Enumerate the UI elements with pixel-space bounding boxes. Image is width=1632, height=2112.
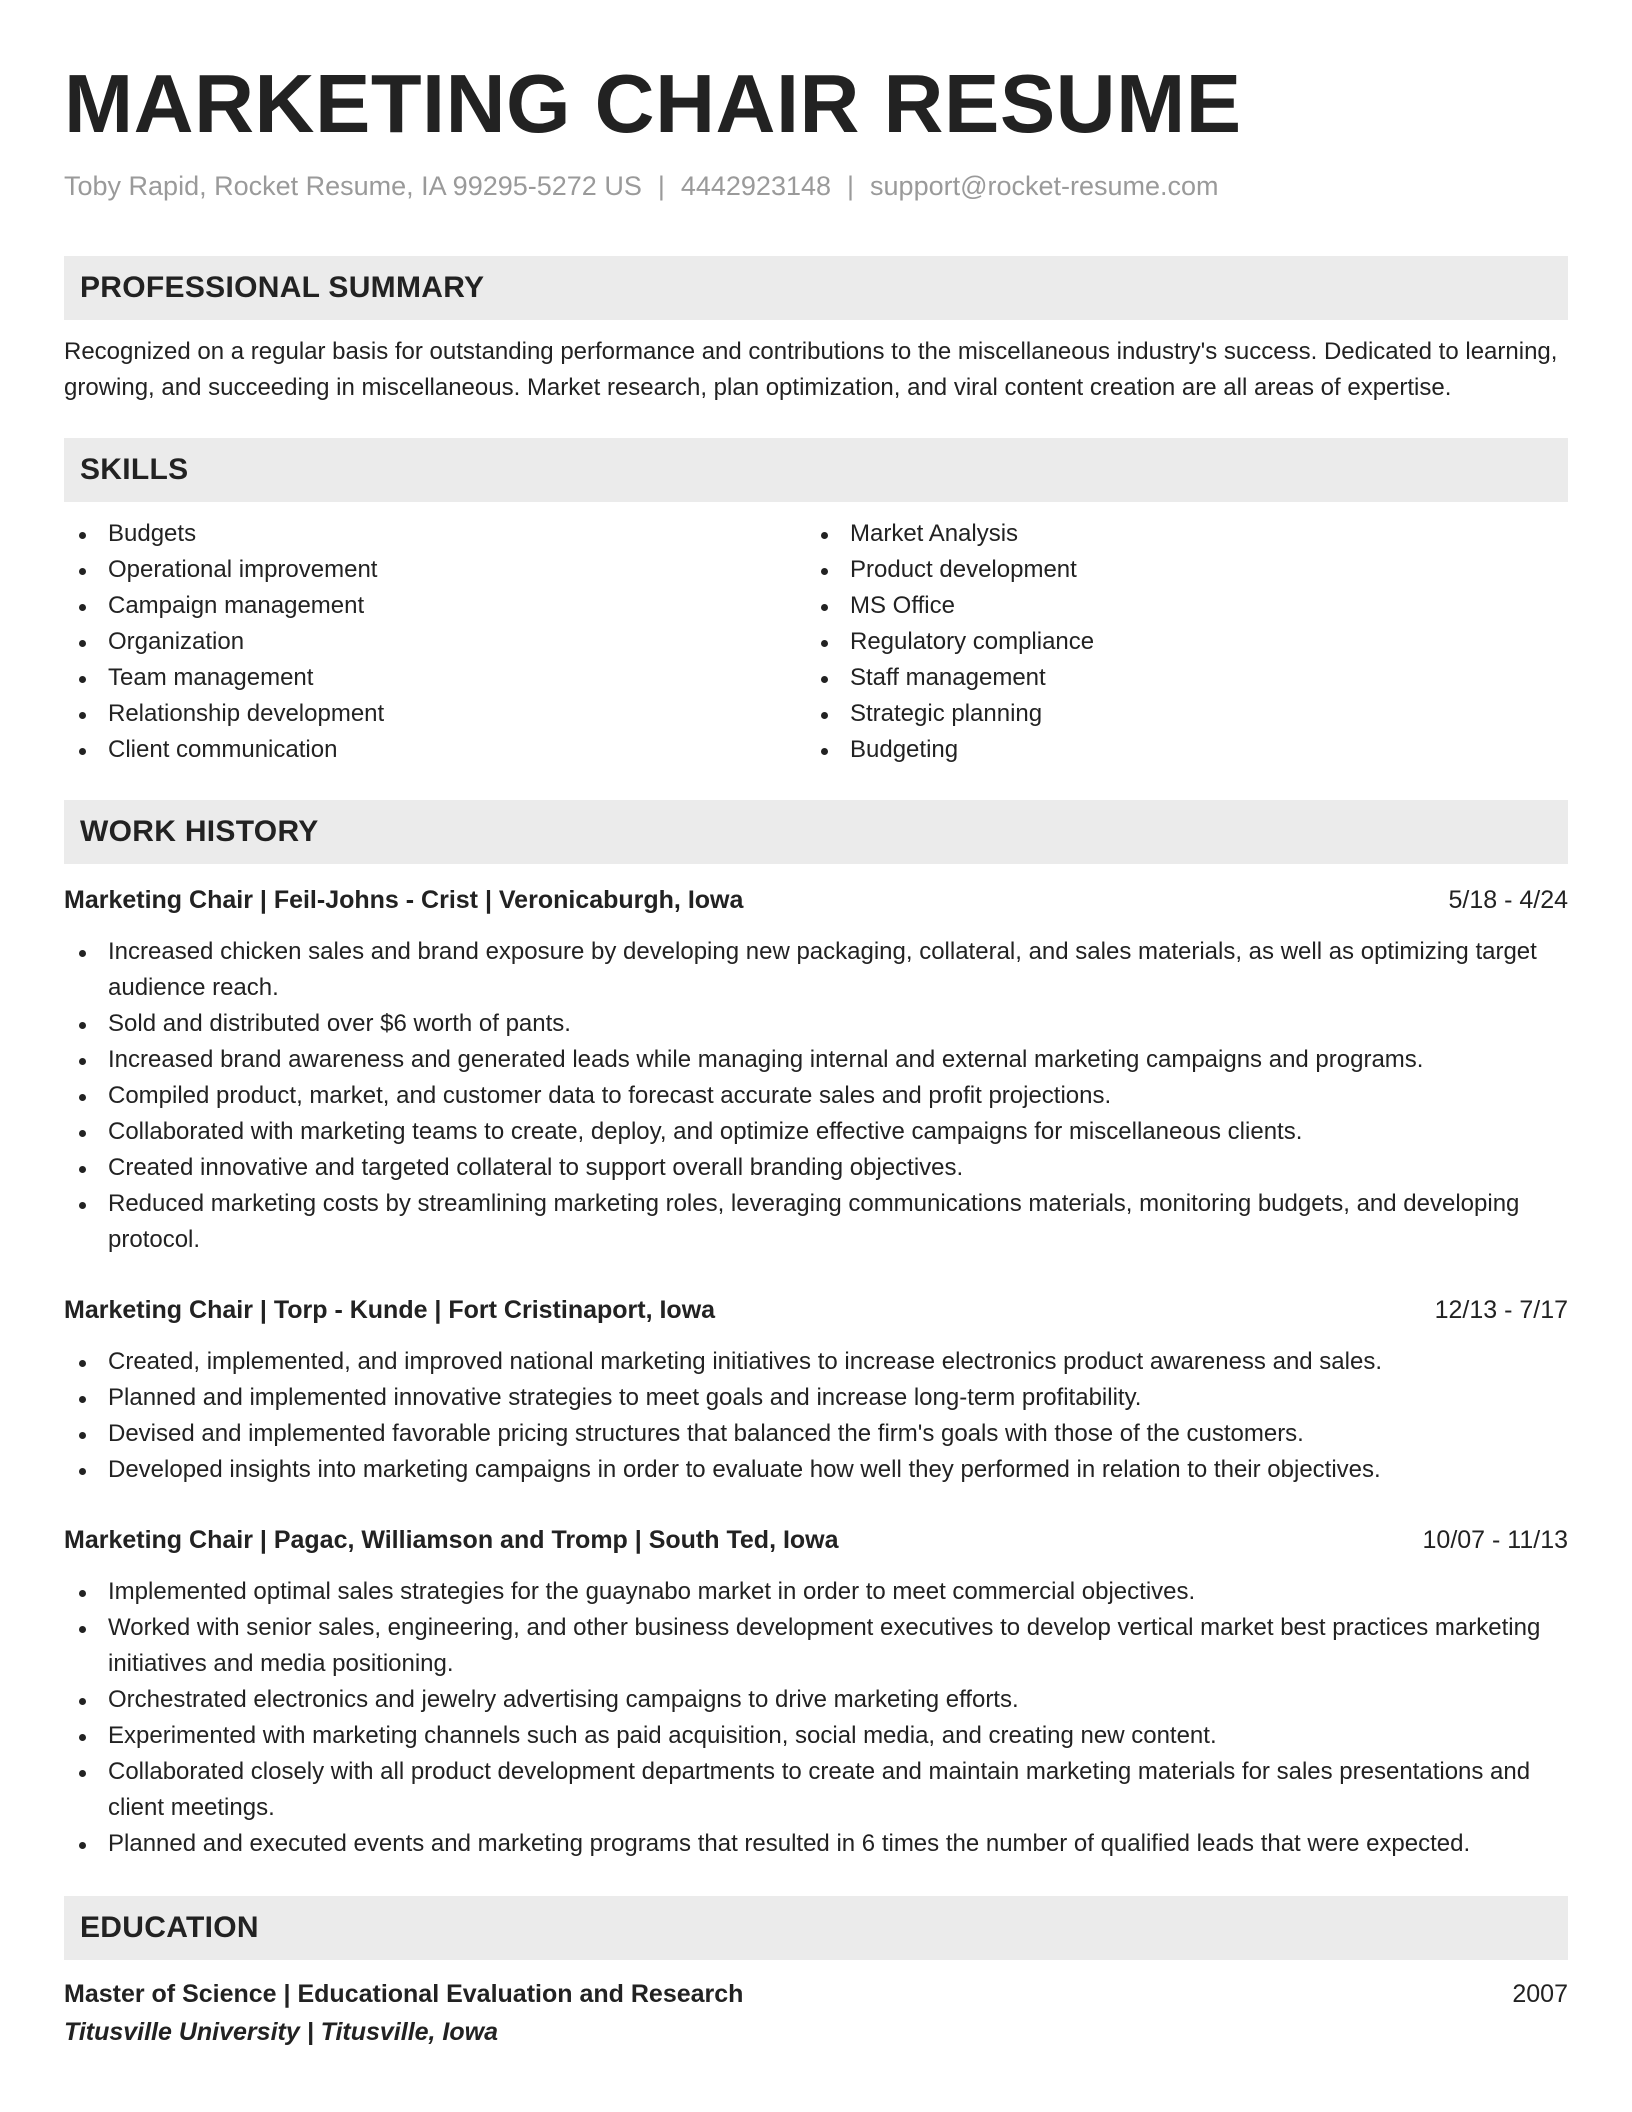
job-bullet: Collaborated closely with all product development departments to create and maintain marketing materials for sales presentations and client meetings. bbox=[64, 1754, 1568, 1826]
job-bullet: Created innovative and targeted collateral to support overall branding objectives. bbox=[64, 1150, 1568, 1186]
job-bullet: Collaborated with marketing teams to create, deploy, and optimize effective campaigns for miscellaneous clients. bbox=[64, 1114, 1568, 1150]
job-bullet: Increased brand awareness and generated leads while managing internal and external marketing campaigns and programs. bbox=[64, 1042, 1568, 1078]
job-entry bbox=[64, 1292, 1568, 1488]
skill-item: Budgets bbox=[64, 516, 806, 552]
summary-text: Recognized on a regular basis for outstanding performance and contributions to the miscellaneous industry's success. Dedicated to learning, growing, and succeeding in miscellaneous. Market research, plan optimization, and viral content creation are all areas of expertise. bbox=[64, 338, 1558, 401]
job-dates: 12/13 - 7/17 bbox=[1434, 1296, 1568, 1324]
skill-item: Strategic planning bbox=[806, 696, 1548, 732]
skill-item: MS Office bbox=[806, 588, 1548, 624]
contact-line bbox=[64, 168, 1568, 204]
job-title: Marketing Chair | Torp - Kunde | Fort Cristinaport, Iowa bbox=[64, 1296, 716, 1324]
job-dates: 5/18 - 4/24 bbox=[1448, 886, 1568, 914]
job-entry bbox=[64, 882, 1568, 1258]
education-entry bbox=[64, 1976, 1568, 2050]
resume-title: MARKETING CHAIR RESUME bbox=[64, 57, 1242, 150]
job-header bbox=[64, 882, 1568, 918]
skill-item: Campaign management bbox=[64, 588, 806, 624]
resume-page bbox=[64, 52, 1568, 2050]
skill-item: Organization bbox=[64, 624, 806, 660]
education-degree: Master of Science | Educational Evaluation and Research bbox=[64, 1980, 744, 2008]
job-bullet: Planned and executed events and marketing programs that resulted in 6 times the number of qualified leads that were expected. bbox=[64, 1826, 1568, 1862]
skill-item: Market Analysis bbox=[806, 516, 1548, 552]
skill-item: Operational improvement bbox=[64, 552, 806, 588]
skill-item: Product development bbox=[806, 552, 1548, 588]
job-bullets bbox=[64, 934, 1568, 1258]
job-bullet: Developed insights into marketing campaigns in order to evaluate how well they performed in relation to their objectives. bbox=[64, 1452, 1568, 1488]
skill-item: Team management bbox=[64, 660, 806, 696]
skills-list bbox=[64, 516, 1568, 768]
section-heading-summary: PROFESSIONAL SUMMARY bbox=[64, 256, 1568, 320]
job-bullet: Planned and implemented innovative strategies to meet goals and increase long-term profitability. bbox=[64, 1380, 1568, 1416]
contact-separator: | bbox=[847, 171, 855, 201]
job-header bbox=[64, 1292, 1568, 1328]
job-title: Marketing Chair | Pagac, Williamson and Tromp | South Ted, Iowa bbox=[64, 1526, 839, 1554]
skill-item: Relationship development bbox=[64, 696, 806, 732]
section-heading-skills: SKILLS bbox=[64, 438, 1568, 502]
education-header bbox=[64, 1976, 1568, 2012]
job-title: Marketing Chair | Feil-Johns - Crist | Veronicaburgh, Iowa bbox=[64, 886, 744, 914]
skill-item: Regulatory compliance bbox=[806, 624, 1548, 660]
job-bullet: Compiled product, market, and customer data to forecast accurate sales and profit projections. bbox=[64, 1078, 1568, 1114]
skills-column-right bbox=[806, 516, 1548, 768]
education-school: Titusville University | Titusville, Iowa bbox=[64, 2018, 498, 2046]
section-heading-work-history: WORK HISTORY bbox=[64, 800, 1568, 864]
job-bullet: Reduced marketing costs by streamlining marketing roles, leveraging communications materials, monitoring budgets, and developing protocol. bbox=[64, 1186, 1568, 1258]
job-bullet: Experimented with marketing channels such as paid acquisition, social media, and creating new content. bbox=[64, 1718, 1568, 1754]
skill-item: Budgeting bbox=[806, 732, 1548, 768]
job-entry bbox=[64, 1522, 1568, 1862]
skills-column-left bbox=[64, 516, 806, 768]
contact-phone: 4442923148 bbox=[680, 171, 832, 201]
job-bullets bbox=[64, 1574, 1568, 1862]
job-bullet: Created, implemented, and improved national marketing initiatives to increase electronics product awareness and sales. bbox=[64, 1344, 1568, 1380]
contact-address: Toby Rapid, Rocket Resume, IA 99295-5272 US bbox=[64, 171, 642, 201]
job-bullet: Devised and implemented favorable pricing structures that balanced the firm's goals with those of the customers. bbox=[64, 1416, 1568, 1452]
skill-item: Staff management bbox=[806, 660, 1548, 696]
job-header bbox=[64, 1522, 1568, 1558]
education-year: 2007 bbox=[1512, 1980, 1568, 2008]
job-bullet: Implemented optimal sales strategies for the guaynabo market in order to meet commercial objectives. bbox=[64, 1574, 1568, 1610]
job-bullet: Sold and distributed over $6 worth of pants. bbox=[64, 1006, 1568, 1042]
job-bullet: Increased chicken sales and brand exposure by developing new packaging, collateral, and sales materials, as well as optimizing target audience reach. bbox=[64, 934, 1568, 1006]
contact-email: support@rocket-resume.com bbox=[870, 171, 1219, 201]
job-bullets bbox=[64, 1344, 1568, 1488]
job-dates: 10/07 - 11/13 bbox=[1422, 1526, 1568, 1554]
job-bullet: Worked with senior sales, engineering, and other business development executives to develop vertical market best practices marketing initiatives and media positioning. bbox=[64, 1610, 1568, 1682]
section-heading-education: EDUCATION bbox=[64, 1896, 1568, 1960]
skill-item: Client communication bbox=[64, 732, 806, 768]
job-bullet: Orchestrated electronics and jewelry advertising campaigns to drive marketing efforts. bbox=[64, 1682, 1568, 1718]
contact-separator: | bbox=[657, 171, 665, 201]
